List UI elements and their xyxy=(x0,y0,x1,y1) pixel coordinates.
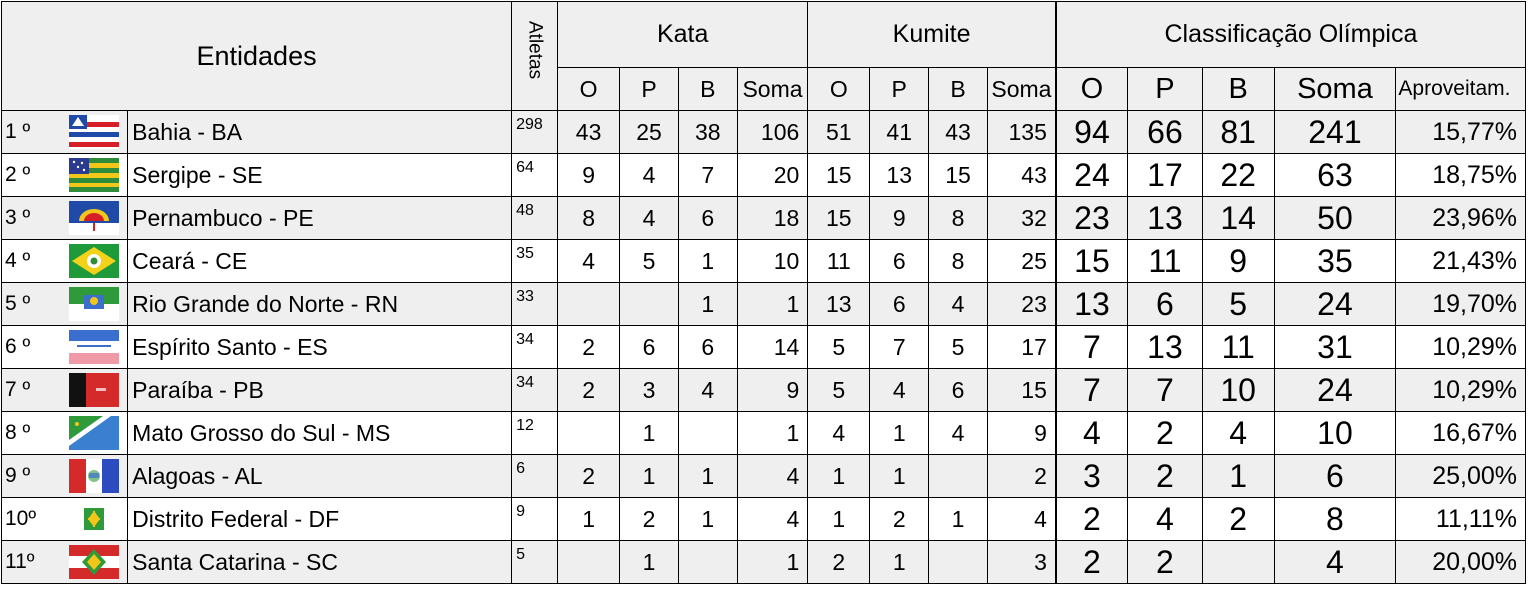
kumite-b-cell: 6 xyxy=(929,369,988,412)
kumite-o-cell: 15 xyxy=(808,197,870,240)
classif-soma-cell: 241 xyxy=(1274,111,1396,154)
aproveitamento-cell: 20,00% xyxy=(1396,541,1526,584)
rank-cell: 10º xyxy=(2,498,62,541)
classif-o-cell: 2 xyxy=(1056,498,1128,541)
classif-o-cell: 23 xyxy=(1056,197,1128,240)
aproveitamento-cell: 25,00% xyxy=(1396,455,1526,498)
kumite-p-cell: 6 xyxy=(870,283,929,326)
kumite-o-cell: 15 xyxy=(808,154,870,197)
kumite-o-cell: 1 xyxy=(808,498,870,541)
aproveitamento-cell: 10,29% xyxy=(1396,369,1526,412)
classif-o-cell: 3 xyxy=(1056,455,1128,498)
kata-soma-cell: 1 xyxy=(737,283,808,326)
kumite-p-cell: 41 xyxy=(870,111,929,154)
kata-p-cell: 5 xyxy=(620,240,679,283)
kata-p-cell: 4 xyxy=(620,197,679,240)
athletes-count: 35 xyxy=(512,240,558,283)
rank-cell: 8 º xyxy=(2,412,62,455)
classif-o-cell: 24 xyxy=(1056,154,1128,197)
kata-p-cell: 1 xyxy=(620,455,679,498)
header-kumite: Kumite xyxy=(808,2,1056,68)
kata-p-cell: 1 xyxy=(620,541,679,584)
kumite-o-cell: 5 xyxy=(808,369,870,412)
kata-o-cell: 2 xyxy=(558,455,620,498)
kata-o-cell: 43 xyxy=(558,111,620,154)
header-classif-soma: Soma xyxy=(1274,68,1396,111)
ceara-flag xyxy=(61,240,127,283)
kumite-b-cell xyxy=(929,541,988,584)
classif-soma-cell: 31 xyxy=(1274,326,1396,369)
entity-name: Bahia - BA xyxy=(128,111,512,154)
kata-b-cell: 6 xyxy=(678,197,737,240)
classif-o-cell: 15 xyxy=(1056,240,1128,283)
header-kumite-p: P xyxy=(870,68,929,111)
rio-grande-do-norte-flag xyxy=(61,283,127,326)
classif-soma-cell: 24 xyxy=(1274,369,1396,412)
classif-b-cell: 81 xyxy=(1202,111,1274,154)
table-row xyxy=(2,412,1526,455)
classif-p-cell: 4 xyxy=(1128,498,1203,541)
kumite-soma-cell: 43 xyxy=(987,154,1055,197)
classif-b-cell: 4 xyxy=(1202,412,1274,455)
rank-cell: 1 º xyxy=(2,111,62,154)
athletes-count: 12 xyxy=(512,412,558,455)
athletes-count: 48 xyxy=(512,197,558,240)
kata-soma-cell: 9 xyxy=(737,369,808,412)
athletes-count: 9 xyxy=(512,498,558,541)
athletes-count: 6 xyxy=(512,455,558,498)
aproveitamento-cell: 19,70% xyxy=(1396,283,1526,326)
espirito-santo-flag xyxy=(61,326,127,369)
classif-soma-cell: 8 xyxy=(1274,498,1396,541)
entity-name: Rio Grande do Norte - RN xyxy=(128,283,512,326)
rank-cell: 5 º xyxy=(2,283,62,326)
header-classificacao-olimpica: Classificação Olímpica xyxy=(1056,2,1526,68)
kumite-p-cell: 6 xyxy=(870,240,929,283)
mato-grosso-do-sul-flag xyxy=(61,412,127,455)
kata-p-cell: 2 xyxy=(620,498,679,541)
classif-p-cell: 13 xyxy=(1128,326,1203,369)
pernambuco-flag xyxy=(61,197,127,240)
header-classif-p: P xyxy=(1128,68,1203,111)
kumite-b-cell xyxy=(929,455,988,498)
classif-o-cell: 4 xyxy=(1056,412,1128,455)
kata-b-cell: 6 xyxy=(678,326,737,369)
kumite-p-cell: 7 xyxy=(870,326,929,369)
aproveitamento-cell: 11,11% xyxy=(1396,498,1526,541)
kumite-o-cell: 1 xyxy=(808,455,870,498)
kumite-o-cell: 13 xyxy=(808,283,870,326)
header-classif-b: B xyxy=(1202,68,1274,111)
athletes-count: 5 xyxy=(512,541,558,584)
distrito-federal-flag xyxy=(61,498,127,541)
classif-o-cell: 13 xyxy=(1056,283,1128,326)
table-row xyxy=(2,240,1526,283)
classif-soma-cell: 63 xyxy=(1274,154,1396,197)
kata-b-cell: 1 xyxy=(678,498,737,541)
kumite-b-cell: 43 xyxy=(929,111,988,154)
classif-b-cell: 11 xyxy=(1202,326,1274,369)
header-entidades: Entidades xyxy=(2,2,512,111)
kumite-p-cell: 2 xyxy=(870,498,929,541)
classif-p-cell: 2 xyxy=(1128,455,1203,498)
kumite-o-cell: 2 xyxy=(808,541,870,584)
header-classif-o: O xyxy=(1056,68,1128,111)
classif-p-cell: 17 xyxy=(1128,154,1203,197)
classif-b-cell: 2 xyxy=(1202,498,1274,541)
kumite-soma-cell: 9 xyxy=(987,412,1055,455)
kata-soma-cell: 1 xyxy=(737,412,808,455)
table-row xyxy=(2,455,1526,498)
rank-cell: 11º xyxy=(2,541,62,584)
kata-soma-cell: 1 xyxy=(737,541,808,584)
classif-b-cell: 10 xyxy=(1202,369,1274,412)
rank-cell: 2 º xyxy=(2,154,62,197)
entity-name: Santa Catarina - SC xyxy=(128,541,512,584)
header-kata: Kata xyxy=(558,2,808,68)
kata-o-cell xyxy=(558,412,620,455)
kata-o-cell: 2 xyxy=(558,369,620,412)
rank-cell: 7 º xyxy=(2,369,62,412)
athletes-count: 64 xyxy=(512,154,558,197)
header-kata-b: B xyxy=(678,68,737,111)
kata-p-cell: 6 xyxy=(620,326,679,369)
kumite-b-cell: 4 xyxy=(929,283,988,326)
classif-soma-cell: 24 xyxy=(1274,283,1396,326)
table-row xyxy=(2,369,1526,412)
kata-p-cell xyxy=(620,283,679,326)
classif-p-cell: 2 xyxy=(1128,541,1203,584)
kata-o-cell: 1 xyxy=(558,498,620,541)
aproveitamento-cell: 16,67% xyxy=(1396,412,1526,455)
kata-b-cell xyxy=(678,541,737,584)
kata-o-cell: 9 xyxy=(558,154,620,197)
santa-catarina-flag xyxy=(61,541,127,584)
kata-b-cell: 7 xyxy=(678,154,737,197)
kumite-b-cell: 8 xyxy=(929,197,988,240)
classif-o-cell: 7 xyxy=(1056,326,1128,369)
classif-soma-cell: 10 xyxy=(1274,412,1396,455)
kata-soma-cell: 4 xyxy=(737,498,808,541)
table-row xyxy=(2,326,1526,369)
table-row xyxy=(2,541,1526,584)
bahia-flag xyxy=(61,111,127,154)
header-kumite-o: O xyxy=(808,68,870,111)
kumite-b-cell: 5 xyxy=(929,326,988,369)
kata-b-cell: 1 xyxy=(678,283,737,326)
kata-soma-cell: 106 xyxy=(737,111,808,154)
kata-o-cell: 8 xyxy=(558,197,620,240)
header-kata-o: O xyxy=(558,68,620,111)
classif-soma-cell: 4 xyxy=(1274,541,1396,584)
sergipe-flag xyxy=(61,154,127,197)
kumite-soma-cell: 15 xyxy=(987,369,1055,412)
kata-o-cell xyxy=(558,541,620,584)
kumite-o-cell: 11 xyxy=(808,240,870,283)
medal-table xyxy=(1,1,1526,584)
table-row xyxy=(2,111,1526,154)
aproveitamento-cell: 21,43% xyxy=(1396,240,1526,283)
aproveitamento-cell: 15,77% xyxy=(1396,111,1526,154)
kata-soma-cell: 20 xyxy=(737,154,808,197)
rank-cell: 9 º xyxy=(2,455,62,498)
kata-p-cell: 25 xyxy=(620,111,679,154)
kumite-p-cell: 1 xyxy=(870,412,929,455)
classif-o-cell: 7 xyxy=(1056,369,1128,412)
header-kumite-soma: Soma xyxy=(987,68,1055,111)
kumite-p-cell: 1 xyxy=(870,455,929,498)
kumite-b-cell: 1 xyxy=(929,498,988,541)
athletes-count: 298 xyxy=(512,111,558,154)
kata-b-cell: 4 xyxy=(678,369,737,412)
kata-o-cell xyxy=(558,283,620,326)
classif-b-cell: 1 xyxy=(1202,455,1274,498)
table-row xyxy=(2,197,1526,240)
kumite-b-cell: 8 xyxy=(929,240,988,283)
entity-name: Mato Grosso do Sul - MS xyxy=(128,412,512,455)
kumite-p-cell: 9 xyxy=(870,197,929,240)
classif-o-cell: 2 xyxy=(1056,541,1128,584)
classif-p-cell: 66 xyxy=(1128,111,1203,154)
classif-p-cell: 6 xyxy=(1128,283,1203,326)
kumite-soma-cell: 25 xyxy=(987,240,1055,283)
header-kumite-b: B xyxy=(929,68,988,111)
table-row xyxy=(2,154,1526,197)
kumite-b-cell: 15 xyxy=(929,154,988,197)
kata-o-cell: 2 xyxy=(558,326,620,369)
classif-b-cell xyxy=(1202,541,1274,584)
table-body xyxy=(2,111,1526,584)
classif-p-cell: 2 xyxy=(1128,412,1203,455)
kumite-p-cell: 4 xyxy=(870,369,929,412)
kumite-b-cell: 4 xyxy=(929,412,988,455)
kumite-soma-cell: 2 xyxy=(987,455,1055,498)
kumite-soma-cell: 3 xyxy=(987,541,1055,584)
kata-p-cell: 3 xyxy=(620,369,679,412)
classif-b-cell: 5 xyxy=(1202,283,1274,326)
entity-name: Paraíba - PB xyxy=(128,369,512,412)
kumite-soma-cell: 17 xyxy=(987,326,1055,369)
header-aproveitamento: Aproveitam. xyxy=(1396,68,1526,111)
classif-p-cell: 13 xyxy=(1128,197,1203,240)
kata-o-cell: 4 xyxy=(558,240,620,283)
kata-b-cell xyxy=(678,412,737,455)
header-kata-soma: Soma xyxy=(737,68,808,111)
kumite-soma-cell: 32 xyxy=(987,197,1055,240)
kumite-o-cell: 51 xyxy=(808,111,870,154)
athletes-count: 34 xyxy=(512,369,558,412)
aproveitamento-cell: 10,29% xyxy=(1396,326,1526,369)
kumite-soma-cell: 23 xyxy=(987,283,1055,326)
classif-soma-cell: 6 xyxy=(1274,455,1396,498)
kumite-soma-cell: 4 xyxy=(987,498,1055,541)
entity-name: Ceará - CE xyxy=(128,240,512,283)
entity-name: Alagoas - AL xyxy=(128,455,512,498)
athletes-count: 34 xyxy=(512,326,558,369)
table-row xyxy=(2,498,1526,541)
kata-b-cell: 1 xyxy=(678,240,737,283)
entity-name: Distrito Federal - DF xyxy=(128,498,512,541)
classif-p-cell: 11 xyxy=(1128,240,1203,283)
header-kata-p: P xyxy=(620,68,679,111)
kumite-o-cell: 5 xyxy=(808,326,870,369)
kumite-o-cell: 4 xyxy=(808,412,870,455)
classif-soma-cell: 50 xyxy=(1274,197,1396,240)
kata-b-cell: 38 xyxy=(678,111,737,154)
classif-o-cell: 94 xyxy=(1056,111,1128,154)
rank-cell: 4 º xyxy=(2,240,62,283)
kata-soma-cell: 4 xyxy=(737,455,808,498)
aproveitamento-cell: 23,96% xyxy=(1396,197,1526,240)
kata-soma-cell: 18 xyxy=(737,197,808,240)
header-atletas: Atletas xyxy=(512,2,558,111)
kumite-soma-cell: 135 xyxy=(987,111,1055,154)
athletes-count: 33 xyxy=(512,283,558,326)
paraiba-flag xyxy=(61,369,127,412)
kumite-p-cell: 1 xyxy=(870,541,929,584)
entity-name: Sergipe - SE xyxy=(128,154,512,197)
alagoas-flag xyxy=(61,455,127,498)
classif-soma-cell: 35 xyxy=(1274,240,1396,283)
table-row xyxy=(2,283,1526,326)
kumite-p-cell: 13 xyxy=(870,154,929,197)
entity-name: Espírito Santo - ES xyxy=(128,326,512,369)
rank-cell: 3 º xyxy=(2,197,62,240)
aproveitamento-cell: 18,75% xyxy=(1396,154,1526,197)
kata-b-cell: 1 xyxy=(678,455,737,498)
kata-p-cell: 4 xyxy=(620,154,679,197)
classif-b-cell: 9 xyxy=(1202,240,1274,283)
rank-cell: 6 º xyxy=(2,326,62,369)
classif-b-cell: 22 xyxy=(1202,154,1274,197)
kata-soma-cell: 14 xyxy=(737,326,808,369)
kata-soma-cell: 10 xyxy=(737,240,808,283)
entity-name: Pernambuco - PE xyxy=(128,197,512,240)
kata-p-cell: 1 xyxy=(620,412,679,455)
classif-b-cell: 14 xyxy=(1202,197,1274,240)
classif-p-cell: 7 xyxy=(1128,369,1203,412)
